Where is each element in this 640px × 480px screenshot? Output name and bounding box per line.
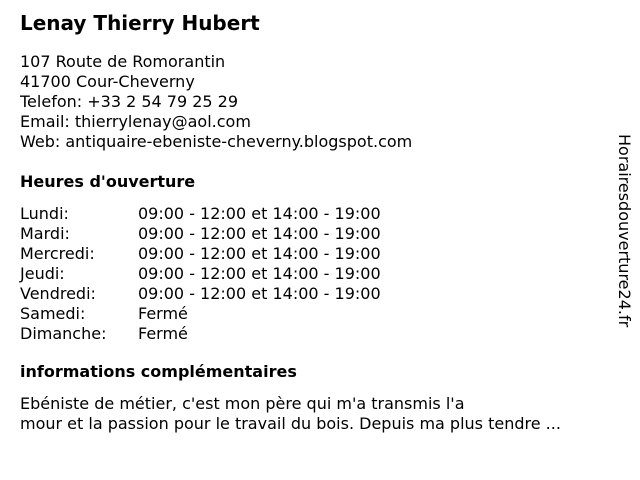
website-link: Web: antiquaire-ebeniste-cheverny.blogspot.com [20,132,413,151]
email-address: Email: thierrylenay@aol.com [20,112,251,131]
day-label: Jeudi: [20,264,65,283]
opening-hours-title: Heures d'ouverture [20,172,196,191]
day-label: Mercredi: [20,244,95,263]
info-line-1: Ebéniste de métier, c'est mon père qui m'a transmis l'a [20,394,465,413]
opening-hours-table [20,204,610,344]
business-name: Lenay Thierry Hubert [20,11,260,35]
contact-block [20,52,610,152]
hours-row-thursday [20,264,610,284]
additional-info-title: informations complémentaires [20,362,297,381]
day-hours: Fermé [138,324,188,343]
day-hours: 09:00 - 12:00 et 14:00 - 19:00 [138,224,381,243]
day-hours: 09:00 - 12:00 et 14:00 - 19:00 [138,204,381,223]
address-street: 107 Route de Romorantin [20,52,226,71]
day-hours: 09:00 - 12:00 et 14:00 - 19:00 [138,244,381,263]
address-city: 41700 Cour-Cheverny [20,72,195,91]
day-hours: 09:00 - 12:00 et 14:00 - 19:00 [138,264,381,283]
day-label: Vendredi: [20,284,96,303]
day-label: Dimanche: [20,324,107,343]
hours-row-monday [20,204,610,224]
day-hours: Fermé [138,304,188,323]
hours-row-saturday [20,304,610,324]
day-hours: 09:00 - 12:00 et 14:00 - 19:00 [138,284,381,303]
hours-row-wednesday [20,244,610,264]
day-label: Mardi: [20,224,70,243]
phone-number: Telefon: +33 2 54 79 25 29 [20,92,239,111]
business-card [20,10,610,434]
site-watermark: Horairesdouverture24.fr [615,134,634,328]
info-line-2: mour et la passion pour le travail du bois. Depuis ma plus tendre ... [20,414,561,433]
hours-row-friday [20,284,610,304]
hours-row-tuesday [20,224,610,244]
day-label: Lundi: [20,204,69,223]
day-label: Samedi: [20,304,86,323]
hours-row-sunday [20,324,610,344]
additional-info-text [20,394,610,434]
